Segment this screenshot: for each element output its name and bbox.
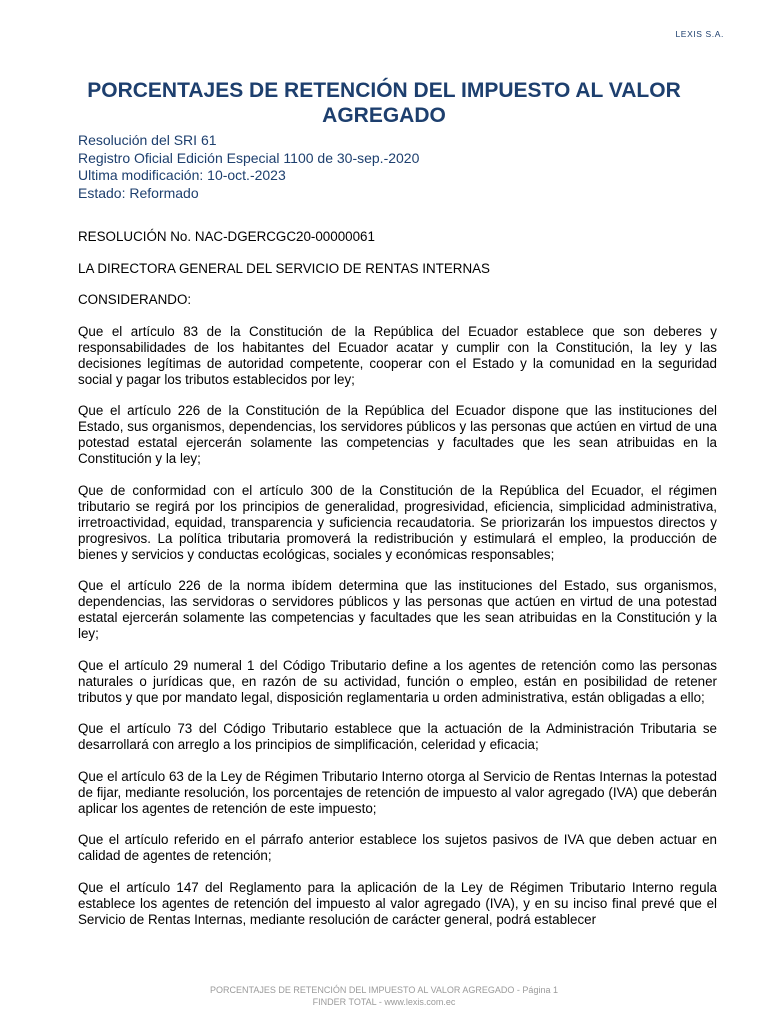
paragraph: Que el artículo 147 del Reglamento para la aplicación de la Ley de Régimen Tributario Interno regula establece los agentes de retención del impuesto al valor agregado (IVA), y en su inciso final prevé que el Servicio de Rentas Internas, mediante resolución de carácter general, podrá establecer [78,879,717,927]
publisher-label: LEXIS S.A. [675,29,724,39]
paragraph: Que el artículo 226 de la norma ibídem determina que las instituciones del Estado, sus organismos, dependencias, las servidoras o servidores públicos y las personas que actúen en virtud de una potestad estatal ejercerán solamente las competencias y facultades que les sean atribuidas en la Constitución y la ley; [78,578,717,641]
footer-page-info: PORCENTAJES DE RETENCIÓN DEL IMPUESTO AL VALOR AGREGADO - Página 1 [210,985,558,995]
page-footer [0,984,768,1008]
meta-resolution: Resolución del SRI 61 [78,132,217,148]
considerando-heading: CONSIDERANDO: [78,292,192,307]
footer-source: FINDER TOTAL - www.lexis.com.ec [312,997,456,1007]
paragraph: Que el artículo 83 de la Constitución de la República del Ecuador establece que son deberes y responsabilidades de los habitantes del Ecuador acatar y cumplir con la Constitución, la ley y las decisiones legítimas de autoridad competente, cooperar con el Estado y la comunidad en la seguridad social y pagar los tributos establecidos por ley; [78,323,717,387]
paragraph: Que el artículo 73 del Código Tributario establece que la actuación de la Administración Tributaria se desarrollará con arreglo a los principios de simplificación, celeridad y eficacia; [78,721,717,752]
paragraph: Que el artículo referido en el párrafo anterior establece los sujetos pasivos de IVA que deben actuar en calidad de agentes de retención; [78,832,717,863]
paragraph: Que el artículo 63 de la Ley de Régimen Tributario Interno otorga al Servicio de Rentas Internas la potestad de fijar, mediante resolución, los porcentajes de retención de impuesto al valor agregado (IVA) que deberán aplicar los agentes de retención de este impuesto; [78,768,717,816]
meta-registro-oficial: Registro Oficial Edición Especial 1100 de 30-sep.-2020 [78,149,420,166]
resolution-number: RESOLUCIÓN No. NAC-DGERCGC20-00000061 [78,229,375,244]
paragraph: Que el artículo 29 numeral 1 del Código Tributario define a los agentes de retención como las personas naturales o jurídicas que, en razón de su actividad, función o empleo, están en posibilidad de retener tributos y que por mandato legal, disposición reglamentaria u orden administrativa, están obligadas a ello; [78,657,717,705]
meta-last-modified: Ultima modificación: 10-oct.-2023 [78,167,286,183]
issuer-heading: LA DIRECTORA GENERAL DEL SERVICIO DE RENTAS INTERNAS [78,260,490,276]
meta-status: Estado: Reformado [78,184,199,201]
paragraph: Que de conformidad con el artículo 300 de la Constitución de la República del Ecuador, el régimen tributario se regirá por los principios de generalidad, progresividad, eficiencia, simplicidad administrativa, irretroactividad, equidad, transparencia y suficiencia recaudatoria. Se priorizarán los impuestos directos y progresivos. La política tributaria promoverá la redistribución y estimulará el empleo, la producción de bienes y servicios y conductas ecológicas, sociales y económicas responsables; [78,482,717,562]
document-metadata [78,132,419,202]
document-title: PORCENTAJES DE RETENCIÓN DEL IMPUESTO AL VALOR AGREGADO [87,79,681,127]
paragraph: Que el artículo 226 de la Constitución de la República del Ecuador dispone que las instituciones del Estado, sus organismos, dependencias, los servidores públicos y las personas que actúen en virtud de una potestad estatal ejercerán solamente las competencias y facultades que les sean atribuidas en la Constitución y la ley; [78,403,717,466]
document-body [78,229,717,943]
